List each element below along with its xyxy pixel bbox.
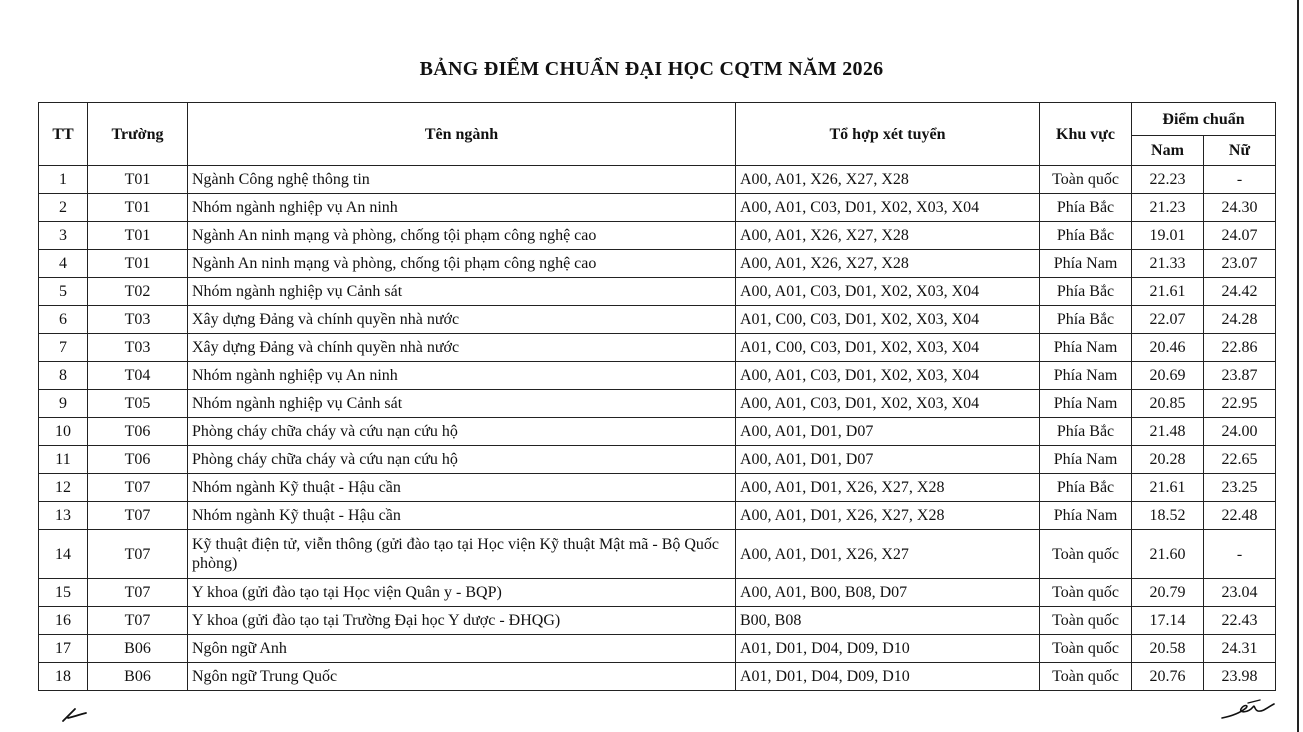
cell-tt: 14 (39, 530, 88, 579)
cell-nam: 21.48 (1132, 418, 1204, 446)
table-row (39, 166, 1276, 194)
table-row (39, 474, 1276, 502)
cell-to-hop: A01, C00, C03, D01, X02, X03, X04 (736, 334, 1040, 362)
cell-khu-vuc: Phía Nam (1040, 362, 1132, 390)
cell-ten-nganh: Nhóm ngành Kỹ thuật - Hậu cần (188, 502, 736, 530)
header-truong: Trường (88, 103, 188, 166)
cell-to-hop: A00, A01, D01, D07 (736, 446, 1040, 474)
cell-nam: 20.85 (1132, 390, 1204, 418)
cell-to-hop: B00, B08 (736, 607, 1040, 635)
cell-tt: 16 (39, 607, 88, 635)
cell-khu-vuc: Phía Nam (1040, 502, 1132, 530)
cell-nam: 19.01 (1132, 222, 1204, 250)
cell-to-hop: A00, A01, X26, X27, X28 (736, 166, 1040, 194)
header-to-hop: Tổ hợp xét tuyển (736, 103, 1040, 166)
header-nam: Nam (1132, 136, 1204, 166)
table-row (39, 502, 1276, 530)
table-row (39, 418, 1276, 446)
cell-truong: T05 (88, 390, 188, 418)
cell-khu-vuc: Phía Bắc (1040, 474, 1132, 502)
header-nu: Nữ (1204, 136, 1276, 166)
cell-truong: B06 (88, 663, 188, 691)
cell-ten-nganh: Nhóm ngành Kỹ thuật - Hậu cần (188, 474, 736, 502)
cell-nu: 23.07 (1204, 250, 1276, 278)
cell-khu-vuc: Toàn quốc (1040, 663, 1132, 691)
table-row (39, 250, 1276, 278)
cell-tt: 11 (39, 446, 88, 474)
cell-khu-vuc: Phía Bắc (1040, 418, 1132, 446)
cell-ten-nganh: Ngành Công nghệ thông tin (188, 166, 736, 194)
cell-khu-vuc: Phía Nam (1040, 446, 1132, 474)
cell-khu-vuc: Toàn quốc (1040, 635, 1132, 663)
cell-ten-nganh: Xây dựng Đảng và chính quyền nhà nước (188, 334, 736, 362)
cell-ten-nganh: Ngành An ninh mạng và phòng, chống tội phạm công nghệ cao (188, 222, 736, 250)
cell-nam: 20.58 (1132, 635, 1204, 663)
cell-truong: T02 (88, 278, 188, 306)
cell-tt: 1 (39, 166, 88, 194)
cell-truong: T07 (88, 530, 188, 579)
cell-ten-nganh: Phòng cháy chữa cháy và cứu nạn cứu hộ (188, 446, 736, 474)
cell-ten-nganh: Phòng cháy chữa cháy và cứu nạn cứu hộ (188, 418, 736, 446)
cell-nam: 18.52 (1132, 502, 1204, 530)
cell-khu-vuc: Toàn quốc (1040, 166, 1132, 194)
cell-ten-nganh: Y khoa (gửi đào tạo tại Học viện Quân y - BQP) (188, 579, 736, 607)
page-title: BẢNG ĐIỂM CHUẨN ĐẠI HỌC CQTM NĂM 2026 (419, 58, 884, 80)
cell-truong: T07 (88, 607, 188, 635)
cell-nu: 24.28 (1204, 306, 1276, 334)
cell-to-hop: A00, A01, B00, B08, D07 (736, 579, 1040, 607)
cell-nu: 22.86 (1204, 334, 1276, 362)
cell-nu: 23.04 (1204, 579, 1276, 607)
cell-nu: 22.95 (1204, 390, 1276, 418)
initials-mark-icon (60, 706, 90, 724)
cell-tt: 8 (39, 362, 88, 390)
cell-khu-vuc: Phía Nam (1040, 390, 1132, 418)
table-row (39, 579, 1276, 607)
cell-nam: 20.28 (1132, 446, 1204, 474)
cell-to-hop: A00, A01, C03, D01, X02, X03, X04 (736, 194, 1040, 222)
cell-to-hop: A00, A01, D01, X26, X27 (736, 530, 1040, 579)
cell-tt: 9 (39, 390, 88, 418)
cell-to-hop: A00, A01, D01, X26, X27, X28 (736, 502, 1040, 530)
cell-truong: T06 (88, 446, 188, 474)
cell-tt: 7 (39, 334, 88, 362)
cell-to-hop: A01, D01, D04, D09, D10 (736, 663, 1040, 691)
cell-to-hop: A00, A01, D01, D07 (736, 418, 1040, 446)
cell-ten-nganh: Nhóm ngành nghiệp vụ An ninh (188, 362, 736, 390)
cell-nu: 24.30 (1204, 194, 1276, 222)
cell-khu-vuc: Phía Nam (1040, 334, 1132, 362)
cell-ten-nganh: Ngành An ninh mạng và phòng, chống tội phạm công nghệ cao (188, 250, 736, 278)
cell-tt: 13 (39, 502, 88, 530)
cell-nu: 23.98 (1204, 663, 1276, 691)
cell-tt: 18 (39, 663, 88, 691)
table-row (39, 194, 1276, 222)
cell-ten-nganh: Ngôn ngữ Anh (188, 635, 736, 663)
cell-tt: 10 (39, 418, 88, 446)
cell-tt: 5 (39, 278, 88, 306)
header-diem-chuan: Điểm chuẩn (1132, 103, 1276, 136)
admission-scores-table (38, 102, 1276, 691)
table-row (39, 306, 1276, 334)
cell-truong: T01 (88, 222, 188, 250)
table-row (39, 530, 1276, 579)
cell-truong: T06 (88, 418, 188, 446)
cell-khu-vuc: Phía Bắc (1040, 306, 1132, 334)
cell-truong: T01 (88, 194, 188, 222)
cell-truong: T01 (88, 250, 188, 278)
cell-nam: 21.60 (1132, 530, 1204, 579)
table-row (39, 663, 1276, 691)
header-ten-nganh: Tên ngành (188, 103, 736, 166)
cell-ten-nganh: Nhóm ngành nghiệp vụ An ninh (188, 194, 736, 222)
cell-nu: 23.87 (1204, 362, 1276, 390)
header-khu-vuc: Khu vực (1040, 103, 1132, 166)
page-edge-line (1297, 0, 1299, 732)
cell-nu: 24.07 (1204, 222, 1276, 250)
cell-nu: 22.48 (1204, 502, 1276, 530)
cell-tt: 15 (39, 579, 88, 607)
cell-tt: 2 (39, 194, 88, 222)
cell-khu-vuc: Phía Bắc (1040, 222, 1132, 250)
cell-to-hop: A01, C00, C03, D01, X02, X03, X04 (736, 306, 1040, 334)
cell-nam: 20.46 (1132, 334, 1204, 362)
cell-khu-vuc: Toàn quốc (1040, 530, 1132, 579)
cell-nam: 22.23 (1132, 166, 1204, 194)
table-row (39, 635, 1276, 663)
table-row (39, 222, 1276, 250)
cell-to-hop: A00, A01, X26, X27, X28 (736, 250, 1040, 278)
cell-nu: 24.42 (1204, 278, 1276, 306)
cell-ten-nganh: Ngôn ngữ Trung Quốc (188, 663, 736, 691)
cell-nam: 21.61 (1132, 474, 1204, 502)
cell-khu-vuc: Toàn quốc (1040, 579, 1132, 607)
cell-tt: 6 (39, 306, 88, 334)
table-row (39, 362, 1276, 390)
cell-ten-nganh: Xây dựng Đảng và chính quyền nhà nước (188, 306, 736, 334)
cell-nu: 22.43 (1204, 607, 1276, 635)
cell-khu-vuc: Phía Bắc (1040, 194, 1132, 222)
cell-nu: - (1204, 166, 1276, 194)
cell-to-hop: A00, A01, D01, X26, X27, X28 (736, 474, 1040, 502)
cell-truong: T01 (88, 166, 188, 194)
cell-ten-nganh: Y khoa (gửi đào tạo tại Trường Đại học Y dược - ĐHQG) (188, 607, 736, 635)
cell-truong: T03 (88, 306, 188, 334)
cell-nam: 22.07 (1132, 306, 1204, 334)
cell-nam: 20.69 (1132, 362, 1204, 390)
cell-tt: 4 (39, 250, 88, 278)
cell-nam: 20.79 (1132, 579, 1204, 607)
cell-ten-nganh: Nhóm ngành nghiệp vụ Cảnh sát (188, 278, 736, 306)
table-row (39, 390, 1276, 418)
cell-nu: 23.25 (1204, 474, 1276, 502)
cell-to-hop: A00, A01, C03, D01, X02, X03, X04 (736, 278, 1040, 306)
cell-khu-vuc: Toàn quốc (1040, 607, 1132, 635)
cell-truong: T04 (88, 362, 188, 390)
cell-ten-nganh: Kỹ thuật điện tử, viễn thông (gửi đào tạo tại Học viện Kỹ thuật Mật mã - Bộ Quốc phòng) (188, 530, 736, 579)
cell-truong: T07 (88, 502, 188, 530)
cell-to-hop: A00, A01, C03, D01, X02, X03, X04 (736, 390, 1040, 418)
cell-to-hop: A01, D01, D04, D09, D10 (736, 635, 1040, 663)
cell-to-hop: A00, A01, X26, X27, X28 (736, 222, 1040, 250)
cell-nam: 21.33 (1132, 250, 1204, 278)
cell-ten-nganh: Nhóm ngành nghiệp vụ Cảnh sát (188, 390, 736, 418)
table-row (39, 278, 1276, 306)
cell-nam: 17.14 (1132, 607, 1204, 635)
cell-truong: T03 (88, 334, 188, 362)
cell-to-hop: A00, A01, C03, D01, X02, X03, X04 (736, 362, 1040, 390)
cell-khu-vuc: Phía Bắc (1040, 278, 1132, 306)
cell-nu: 22.65 (1204, 446, 1276, 474)
cell-truong: T07 (88, 474, 188, 502)
header-tt: TT (39, 103, 88, 166)
cell-tt: 17 (39, 635, 88, 663)
cell-nam: 21.61 (1132, 278, 1204, 306)
cell-nam: 20.76 (1132, 663, 1204, 691)
table-row (39, 334, 1276, 362)
table-row (39, 607, 1276, 635)
cell-truong: T07 (88, 579, 188, 607)
cell-nu: - (1204, 530, 1276, 579)
cell-truong: B06 (88, 635, 188, 663)
cell-nu: 24.00 (1204, 418, 1276, 446)
cell-khu-vuc: Phía Nam (1040, 250, 1132, 278)
cell-nam: 21.23 (1132, 194, 1204, 222)
signature-scribble-icon (1218, 696, 1278, 722)
cell-tt: 12 (39, 474, 88, 502)
table-row (39, 446, 1276, 474)
cell-nu: 24.31 (1204, 635, 1276, 663)
cell-tt: 3 (39, 222, 88, 250)
